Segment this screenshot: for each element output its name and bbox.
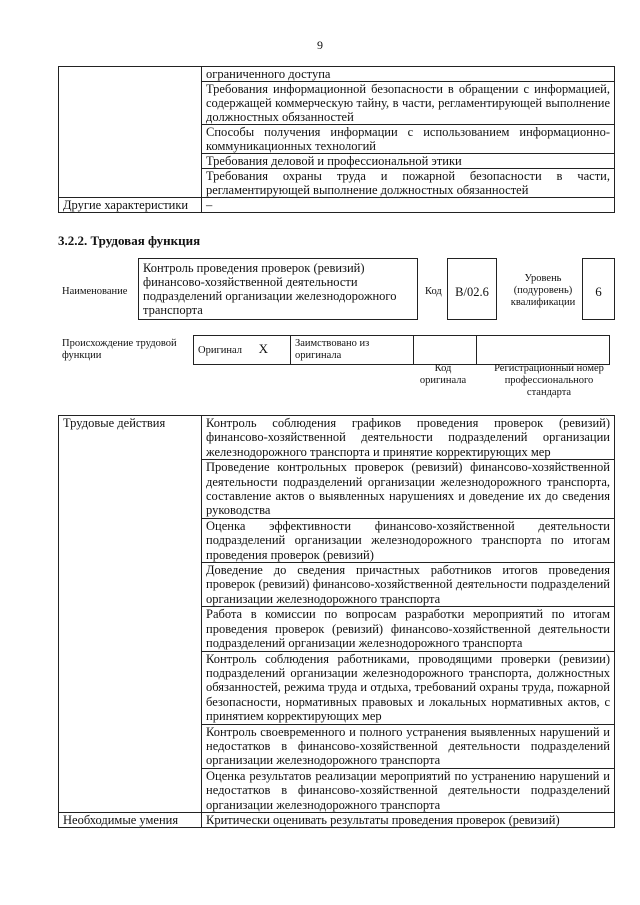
code-label: Код — [425, 286, 442, 297]
table-cell-value: Работа в комиссии по вопросам разработки мероприятий по итогам проведения проверок (ревизий) финансово-хозяйственной деятельности подразделений организации железнодорожного транспорта — [202, 607, 615, 651]
origin-table — [193, 335, 610, 365]
original-label: Оригинал — [198, 345, 242, 356]
original-mark: X — [258, 341, 269, 356]
table-row — [59, 812, 615, 827]
table-cell-label — [59, 67, 202, 198]
table-cell-value: Контроль своевременного и полного устранения выявленных нарушений и недостатков в финансово-хозяйственной деятельности подразделений организации железнодорожного транспорта — [202, 724, 615, 768]
table-row — [59, 67, 615, 82]
top-table — [58, 66, 615, 213]
table-cell-value: Требования деловой и профессиональной этики — [202, 154, 615, 169]
table-cell-value: Оценка эффективности финансово-хозяйственной деятельности подразделений организации железнодорожного транспорта по итогам проведения проверок (ревизий) — [202, 518, 615, 562]
table-cell-label: Трудовые действия — [59, 416, 202, 813]
reg-number-cell — [477, 336, 610, 365]
table-cell-value: Проведение контрольных проверок (ревизий) финансово-хозяйственной деятельности подразделений организации железнодорожного транспорта, составление актов о выявленных нарушениях и доведение их до сведения руководства — [202, 460, 615, 519]
table-cell-value: Требования информационной безопасности в обращении с информацией, содержащей коммерческую тайну, в части, регламентирующей выполнение должностных обязанностей — [202, 82, 615, 125]
table-cell-value: Критически оценивать результаты проведения проверок (ревизий) — [202, 812, 615, 827]
code-value: В/02.6 — [447, 258, 497, 320]
table-cell-value: Способы получения информации с использованием информационно-коммуникационных технологий — [202, 125, 615, 154]
table-cell-value: – — [202, 198, 615, 213]
table-cell-value: Доведение до сведения причастных работников итогов проведения проверок (ревизий) финансово-хозяйственной деятельности подразделений организации железнодорожного транспорта — [202, 563, 615, 607]
original-cell — [194, 336, 291, 365]
origin-label: Происхождение трудовой функции — [62, 338, 177, 361]
page-number: 9 — [317, 38, 323, 52]
section-title: 3.2.2. Трудовая функция — [58, 233, 201, 248]
table-cell-value: Требования охраны труда и пожарной безопасности в части, регламентирующей выполнение должностных обязанностей — [202, 169, 615, 198]
function-name-box: Контроль проведения проверок (ревизий) финансово-хозяйственной деятельности подразделений организации железнодорожного транспорта — [138, 258, 418, 320]
table-cell-label: Другие характеристики — [59, 198, 202, 213]
code-original-cell — [414, 336, 477, 365]
table-row — [59, 198, 615, 213]
name-label: Наименование — [62, 286, 128, 297]
table-row — [194, 336, 610, 365]
level-label: Уровень (подуровень) квалификации — [510, 273, 576, 308]
table-cell-value: Оценка результатов реализации мероприятий по устранению нарушений и недостатков в финансово-хозяйственной деятельности подразделений организации железнодорожного транспорта — [202, 768, 615, 812]
table-cell-value: ограниченного доступа — [202, 67, 615, 82]
level-value: 6 — [582, 258, 615, 320]
table-row — [59, 416, 615, 460]
actions-table — [58, 415, 615, 828]
borrowed-cell: Заимствовано из оригинала — [291, 336, 414, 365]
code-original-caption: Код оригинала — [419, 363, 467, 386]
table-cell-value: Контроль соблюдения графиков проведения проверок (ревизий) финансово-хозяйственной деятельности подразделений организации железнодорожного транспорта и принятие корректирующих мер — [202, 416, 615, 460]
table-cell-value: Контроль соблюдения работниками, проводящими проверки (ревизии) подразделений организации железнодорожного транспорта, должностных обязанностей, режима труда и отдыха, требований охраны труда, пожарной безопасности, нормативных правовых и локальных нормативных актов, с принятием корректирующих мер — [202, 651, 615, 724]
reg-number-caption: Регистрационный номер профессионального стандарта — [494, 363, 604, 398]
table-cell-label: Необходимые умения — [59, 812, 202, 827]
